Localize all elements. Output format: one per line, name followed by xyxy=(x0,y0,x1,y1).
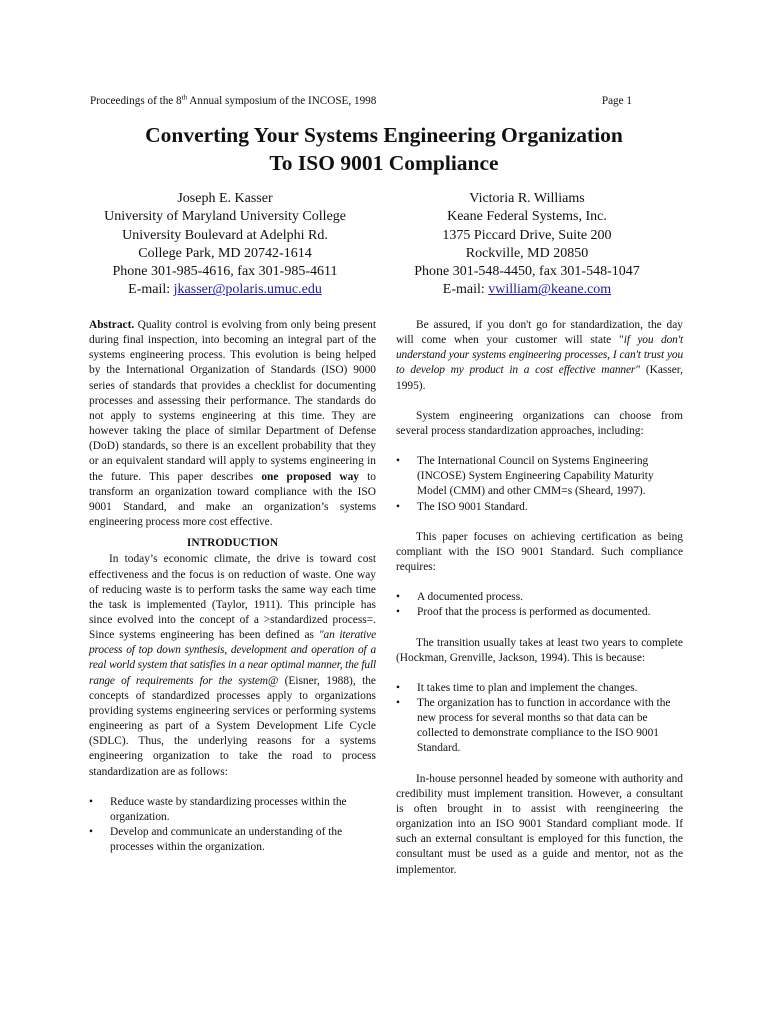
customer-quote: if you don't understand your systems engineering processes, I can't trust you to develop my product in a cost effective manner" xyxy=(396,334,683,377)
bullet-icon: • xyxy=(396,696,400,709)
bullet-icon: • xyxy=(396,681,400,694)
email-link[interactable]: jkasser@polaris.umuc.edu xyxy=(173,282,322,298)
paragraph-gap xyxy=(89,780,376,795)
author-address-line-1: University Boulevard at Adelphi Rd. xyxy=(122,227,328,243)
author-address-line-1: 1375 Piccard Drive, Suite 200 xyxy=(442,227,612,243)
list-item xyxy=(396,500,683,515)
bullet-icon: • xyxy=(396,500,400,513)
email-label: E-mail: xyxy=(128,282,174,298)
list-item-text: The organization has to function in accordance with the new process for several months so that data can be collected to demonstrate compliance to the ISO 9001 Standard. xyxy=(417,696,671,755)
intro-quote: "an iterative process of top down synthesis, development and operation of a real world system that satisfies in a near optimal manner, the full range of requirements for the system@ xyxy=(89,629,376,687)
ordinal-suffix: th xyxy=(181,93,188,102)
running-header xyxy=(90,93,632,109)
abstract-text-end: to transform an organization toward compliance with the ISO 9001 Standard, and make an organization’s systems engineering process more cost effective. xyxy=(89,470,376,529)
right-column xyxy=(396,318,683,878)
intro-text: In today’s economic climate, the drive is toward cost effectiveness and the focus is on reduction of waste. One way of reducing waste is to perform tasks the same way each time the task is implemented (Taylor, 1911). This principle has since evolved into the concept of a >standardized process=. Since systems engineering has been defined as xyxy=(89,553,376,642)
author-address-line-2: Rockville, MD 20850 xyxy=(465,245,589,261)
paragraph-gap xyxy=(396,666,683,681)
approaches-list xyxy=(396,454,683,515)
title-line-2: To ISO 9001 Compliance xyxy=(269,151,499,175)
reasons-list xyxy=(89,795,376,856)
proceedings-line xyxy=(90,93,376,109)
proceedings-text: Proceedings of the 8 xyxy=(90,95,182,107)
list-item-text: It takes time to plan and implement the changes. xyxy=(417,681,638,694)
paragraph-gap xyxy=(396,394,683,409)
list-item xyxy=(396,696,683,757)
list-item-text: The International Council on Systems Engineering (INCOSE) System Engineering Capability Maturity Model (CMM) and other CMM=s (Sheard, 1997). xyxy=(417,455,654,498)
left-column xyxy=(89,318,376,855)
list-item-text: Reduce waste by standardizing processes within the organization. xyxy=(110,795,347,823)
reasons-because-list xyxy=(396,681,683,757)
focus-paragraph: This paper focuses on achieving certification as being compliant with the ISO 9001 Standard. Such compliance requires: xyxy=(396,530,683,574)
proceedings-text-rest: Annual symposium of the INCOSE, 1998 xyxy=(187,95,377,107)
bullet-icon: • xyxy=(396,606,400,619)
bullet-icon: • xyxy=(396,455,400,468)
author-name: Victoria R. Williams xyxy=(469,191,585,206)
bullet-icon: • xyxy=(396,591,400,604)
author-phone: Phone 301-985-4616, fax 301-985-4611 xyxy=(112,264,338,280)
section-heading-introduction: INTRODUCTION xyxy=(186,537,279,550)
list-item-text: The ISO 9001 Standard. xyxy=(417,500,528,513)
list-item xyxy=(89,825,376,855)
transition-paragraph: The transition usually takes at least two years to complete (Hockman, Grenville, Jackson, 1994). This is because: xyxy=(396,636,683,664)
paragraph-gap xyxy=(396,515,683,530)
title-line-1: Converting Your Systems Engineering Organization xyxy=(145,123,623,147)
page-number: Page 1 xyxy=(601,95,632,107)
abstract-emphasis: one proposed way xyxy=(261,470,359,483)
paragraph-gap xyxy=(396,621,683,636)
paragraph-text: Be assured, if you don't go for standardization, the day will come when your customer will state " xyxy=(396,319,683,347)
list-item xyxy=(396,454,683,499)
abstract-text: Quality control is evolving from only being present during final inspection, into becoming an integral part of the systems engineering process. This evolution is being helped by the International Organization of Standards (ISO) 9000 series of standards that provides a checklist for documenting processes and assessing their performance. The standards do not apply to systems engineering at this time. They are however taking the place of similar Department of Defense (DoD) standards, so there is an excellent probability that they or an equivalent standard will apply to systems engineering in the future. This paper describes xyxy=(89,319,376,483)
author-email-line xyxy=(362,281,692,299)
abstract-paragraph xyxy=(89,318,376,530)
email-link[interactable]: vwilliam@keane.com xyxy=(488,282,612,298)
list-item xyxy=(396,605,683,620)
paragraph-citation: (Kasser, 1995). xyxy=(396,364,683,392)
list-item xyxy=(396,681,683,696)
approaches-intro-paragraph: System engineering organizations can choose from several process standardization approaches, including: xyxy=(396,409,683,437)
abstract-label: Abstract. xyxy=(89,319,135,331)
author-email-line xyxy=(60,281,390,299)
list-item-text: A documented process. xyxy=(417,591,523,604)
assurance-paragraph xyxy=(396,318,683,394)
author-name: Joseph E. Kasser xyxy=(177,191,273,206)
author-affiliation: University of Maryland University College xyxy=(104,209,346,225)
bullet-icon: • xyxy=(89,795,93,808)
paragraph-gap xyxy=(396,439,683,454)
author-address-line-2: College Park, MD 20742-1614 xyxy=(138,245,312,261)
personnel-paragraph: In-house personnel headed by someone with authority and credibility must implement transition. However, a consultant is often brought in to assist with reengineering the organization into an ISO 9001 Standard compliant mode. If such an external consultant is employed for this function, the consultant must be used as a guide and mentor, not as the implementor. xyxy=(396,772,683,876)
author-block-williams xyxy=(362,190,692,300)
author-block-kasser xyxy=(60,190,390,300)
author-affiliation: Keane Federal Systems, Inc. xyxy=(447,209,607,225)
paper-title xyxy=(60,121,708,177)
intro-text-cont: (Eisner, 1988), the concepts of standardized processes apply to organizations providing systems engineering services or performing systems engineering as part of a System Development Life Cycle (SDLC). Thus, the underlying reasons for a systems engineering organization to take the road to process standardization are as follows: xyxy=(89,674,376,778)
requirements-list xyxy=(396,590,683,620)
email-label: E-mail: xyxy=(442,282,489,298)
introduction-paragraph xyxy=(89,552,376,779)
paragraph-gap xyxy=(396,575,683,590)
list-item-text: Proof that the process is performed as documented. xyxy=(417,606,651,619)
author-phone: Phone 301-548-4450, fax 301-548-1047 xyxy=(414,264,640,280)
bullet-icon: • xyxy=(89,826,93,838)
list-item xyxy=(396,590,683,605)
list-item-text: Develop and communicate an understanding of the processes within the organization. xyxy=(110,826,343,854)
paragraph-gap xyxy=(396,757,683,772)
list-item xyxy=(89,795,376,825)
